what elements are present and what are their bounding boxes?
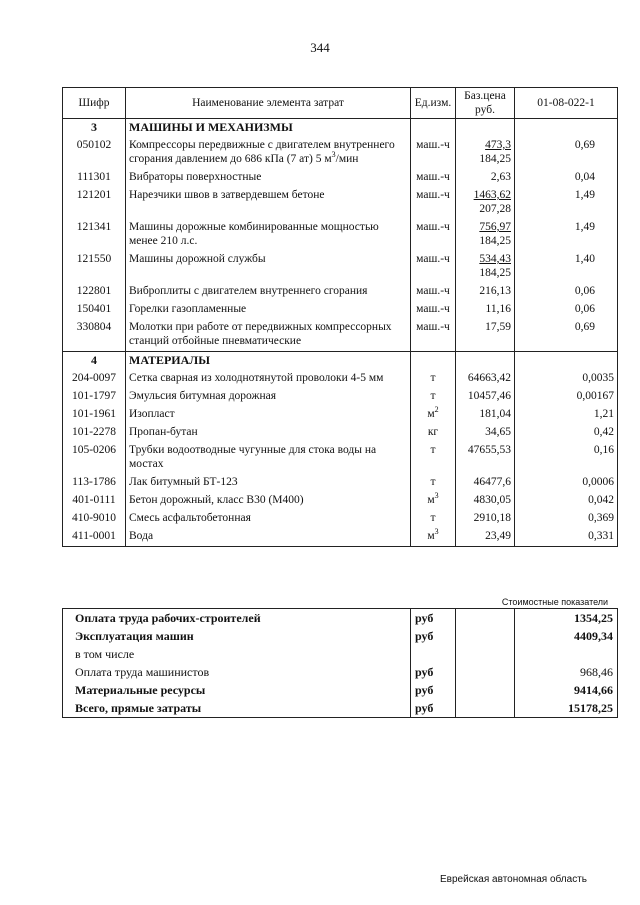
header-price-line1: Баз.цена	[464, 90, 506, 102]
row-code: 121341	[63, 219, 126, 251]
row-code: 401-0111	[63, 492, 126, 510]
row-unit: т	[411, 370, 456, 388]
row-norm: 1,40	[515, 251, 618, 283]
row-price: 47655,53	[456, 442, 515, 474]
table-row	[63, 406, 618, 424]
row-code: 105-0206	[63, 442, 126, 474]
row-norm: 0,69	[515, 319, 618, 352]
header-price-line2: руб.	[475, 104, 495, 116]
table-row	[63, 370, 618, 388]
row-code: 101-2278	[63, 424, 126, 442]
table-row	[63, 301, 618, 319]
row-norm: 1,21	[515, 406, 618, 424]
row-code: 204-0097	[63, 370, 126, 388]
row-price	[456, 219, 515, 251]
row-unit: т	[411, 474, 456, 492]
row-unit: $м^3$	[411, 492, 456, 510]
cost-caption: Стоимостные показатели	[501, 597, 609, 607]
totals-label: Всего, прямые затраты	[63, 699, 411, 718]
totals-row	[63, 645, 618, 663]
row-norm: 0,00167	[515, 388, 618, 406]
table-row	[63, 442, 618, 474]
row-code: 411-0001	[63, 528, 126, 547]
row-name: Сетка сварная из холоднотянутой проволоки 4-5 мм	[126, 370, 411, 388]
totals-label: Оплата труда рабочих-строителей	[63, 609, 411, 628]
row-code: 150401	[63, 301, 126, 319]
row-price-value: 2,63	[490, 171, 511, 183]
totals-unit: руб	[411, 681, 456, 699]
section-heading	[63, 119, 618, 138]
row-price	[456, 301, 515, 319]
row-norm: 0,331	[515, 528, 618, 547]
totals-row	[63, 663, 618, 681]
section-title: МАТЕРИАЛЫ	[126, 352, 411, 371]
row-price-labor: 184,25	[479, 235, 511, 247]
row-norm: 0,42	[515, 424, 618, 442]
table-row	[63, 424, 618, 442]
row-norm: 1,49	[515, 187, 618, 219]
table-row	[63, 510, 618, 528]
row-price: 64663,42	[456, 370, 515, 388]
totals-label: Материальные ресурсы	[63, 681, 411, 699]
totals-unit: руб	[411, 627, 456, 645]
row-price-value: 11,16	[485, 303, 511, 315]
row-price: 4830,05	[456, 492, 515, 510]
section-number: 4	[63, 352, 126, 371]
row-code: 050102	[63, 137, 126, 169]
row-price: 181,04	[456, 406, 515, 424]
row-unit: маш.-ч	[411, 187, 456, 219]
totals-spacer	[456, 699, 515, 718]
row-unit: маш.-ч	[411, 219, 456, 251]
section-heading	[63, 352, 618, 371]
machines-section	[63, 119, 618, 352]
table-header	[63, 88, 618, 119]
row-name: Нарезчики швов в затвердевшем бетоне	[126, 187, 411, 219]
row-norm: 0,06	[515, 283, 618, 301]
header-name: Наименование элемента затрат	[126, 88, 411, 119]
table-row	[63, 169, 618, 187]
row-name: Смесь асфальтобетонная	[126, 510, 411, 528]
row-norm: 1,49	[515, 219, 618, 251]
totals-label: Оплата труда машинистов	[63, 663, 411, 681]
header-unit: Ед.изм.	[411, 88, 456, 119]
row-price-value: 756,97	[479, 221, 511, 233]
totals-row	[63, 681, 618, 699]
table-row	[63, 219, 618, 251]
page-number: 344	[310, 40, 330, 55]
footer-region: Еврейская автономная область	[440, 874, 587, 885]
totals-unit	[411, 645, 456, 663]
row-unit: кг	[411, 424, 456, 442]
row-name: Машины дорожной службы	[126, 251, 411, 283]
row-unit: т	[411, 388, 456, 406]
row-price-value: 216,13	[479, 285, 511, 297]
row-name: Молотки при работе от передвижных компрессорных станций отбойные пневматические	[126, 319, 411, 352]
table-row	[63, 283, 618, 301]
totals-value: 15178,25	[515, 699, 618, 718]
totals-row	[63, 699, 618, 718]
section-number: 3	[63, 119, 126, 138]
table-row	[63, 492, 618, 510]
row-unit: т	[411, 510, 456, 528]
row-code: 121550	[63, 251, 126, 283]
totals-spacer	[456, 627, 515, 645]
row-code: 113-1786	[63, 474, 126, 492]
header-code: Шифр	[63, 88, 126, 119]
row-norm: 0,369	[515, 510, 618, 528]
row-norm: 0,06	[515, 301, 618, 319]
row-unit: маш.-ч	[411, 137, 456, 169]
row-price-labor: 184,25	[479, 153, 511, 165]
row-code: 111301	[63, 169, 126, 187]
row-norm: 0,16	[515, 442, 618, 474]
row-name: Вибраторы поверхностные	[126, 169, 411, 187]
totals-table	[62, 608, 618, 718]
row-price: 23,49	[456, 528, 515, 547]
row-unit: т	[411, 442, 456, 474]
row-unit: маш.-ч	[411, 283, 456, 301]
row-price: 2910,18	[456, 510, 515, 528]
row-code: 410-9010	[63, 510, 126, 528]
row-unit: маш.-ч	[411, 251, 456, 283]
row-code: 101-1961	[63, 406, 126, 424]
row-norm: 0,0035	[515, 370, 618, 388]
row-name: Трубки водоотводные чугунные для стока воды на мостах	[126, 442, 411, 474]
row-price-value: 473,3	[485, 139, 511, 151]
row-price-value: 1463,62	[473, 189, 511, 201]
row-price	[456, 251, 515, 283]
materials-section	[63, 352, 618, 547]
row-price	[456, 319, 515, 352]
row-price-labor: 207,28	[479, 203, 511, 215]
row-norm: 0,0006	[515, 474, 618, 492]
row-code: 121201	[63, 187, 126, 219]
totals-value: 1354,25	[515, 609, 618, 628]
table-row	[63, 251, 618, 283]
row-price-value: 534,43	[479, 253, 511, 265]
totals-unit: руб	[411, 699, 456, 718]
row-norm: 0,04	[515, 169, 618, 187]
row-price: 34,65	[456, 424, 515, 442]
row-code: 101-1797	[63, 388, 126, 406]
row-name: Бетон дорожный, класс В30 (М400)	[126, 492, 411, 510]
row-name: Виброплиты с двигателем внутреннего сгорания	[126, 283, 411, 301]
totals-unit: руб	[411, 663, 456, 681]
row-name: Пропан-бутан	[126, 424, 411, 442]
totals-unit: руб	[411, 609, 456, 628]
section-title: МАШИНЫ И МЕХАНИЗМЫ	[126, 119, 411, 138]
row-name: Компрессоры передвижные с двигателем внутреннего сгорания давлением до 686 кПа (7 ат) 5 $м^3$/мин	[126, 137, 411, 169]
header-norm-code: 01-08-022-1	[515, 88, 618, 119]
table-row	[63, 528, 618, 547]
table-row	[63, 474, 618, 492]
table-row	[63, 319, 618, 352]
totals-spacer	[456, 645, 515, 663]
row-price: 10457,46	[456, 388, 515, 406]
row-price	[456, 169, 515, 187]
row-unit: $м^2$	[411, 406, 456, 424]
row-code: 122801	[63, 283, 126, 301]
totals-label: в том числе	[63, 645, 411, 663]
row-unit: $м^3$	[411, 528, 456, 547]
totals-value: 9414,66	[515, 681, 618, 699]
row-code: 330804	[63, 319, 126, 352]
totals-value: 4409,34	[515, 627, 618, 645]
row-price-labor: 184,25	[479, 267, 511, 279]
table-row	[63, 137, 618, 169]
totals-spacer	[456, 681, 515, 699]
row-unit: маш.-ч	[411, 319, 456, 352]
row-norm: 0,042	[515, 492, 618, 510]
row-name: Горелки газопламенные	[126, 301, 411, 319]
header-price	[456, 88, 515, 119]
row-price	[456, 137, 515, 169]
totals-label: Эксплуатация машин	[63, 627, 411, 645]
row-unit: маш.-ч	[411, 169, 456, 187]
row-name: Машины дорожные комбинированные мощностью менее 210 л.с.	[126, 219, 411, 251]
totals-row	[63, 609, 618, 628]
row-price	[456, 283, 515, 301]
totals-value	[515, 645, 618, 663]
table-row	[63, 187, 618, 219]
row-price	[456, 187, 515, 219]
row-name: Эмульсия битумная дорожная	[126, 388, 411, 406]
resource-table	[62, 87, 618, 547]
row-name: Изопласт	[126, 406, 411, 424]
row-unit: маш.-ч	[411, 301, 456, 319]
row-name: Лак битумный БТ-123	[126, 474, 411, 492]
totals-value: 968,46	[515, 663, 618, 681]
row-price: 46477,6	[456, 474, 515, 492]
totals-spacer	[456, 663, 515, 681]
totals-row	[63, 627, 618, 645]
row-norm: 0,69	[515, 137, 618, 169]
row-price-value: 17,59	[485, 321, 511, 333]
table-row	[63, 388, 618, 406]
row-name: Вода	[126, 528, 411, 547]
totals-spacer	[456, 609, 515, 628]
